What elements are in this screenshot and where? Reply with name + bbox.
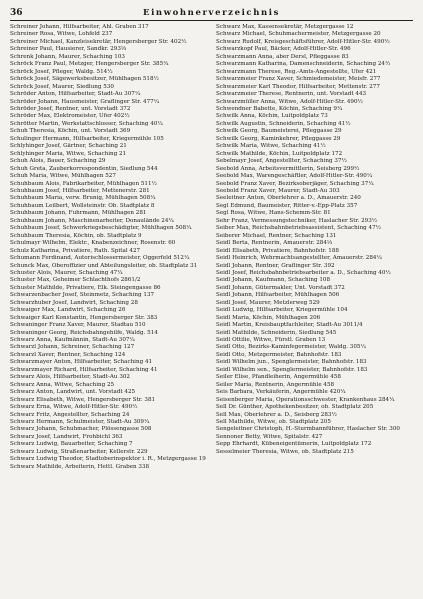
directory-entry: Seidl Otto, Metzgermeister, Bahnhofstr. 183 bbox=[216, 351, 342, 358]
directory-entry: Schulmayr Wilhelm, Elektr., Knabenzeichner, Rosenstr. 60 bbox=[10, 240, 176, 247]
directory-entry: Seidl Johann, Gütermakler, Unt. Vorstadt 372 bbox=[216, 284, 345, 291]
directory-entry: Schwarzmayer Anton, Hilfsarbeiter, Schaching 41 bbox=[10, 359, 153, 366]
directory-entry: Schuhbaum Josef, Hilfsarbeiter, Mettenerstr. 281 bbox=[10, 187, 150, 194]
directory-entry: Schwarzmann Therese, Reg.-Amts-Angestellte, Ufer 421 bbox=[216, 68, 377, 75]
directory-entry: Schwaiger Karl Konstantin, Hengersberger Str. 383 bbox=[10, 314, 158, 321]
directory-entry: Seidl Mathilde, Schneiderin, Siedlung 545 bbox=[216, 329, 337, 336]
directory-entry: Schrenk Johann, Maurer, Schaching 103 bbox=[10, 53, 125, 60]
directory-entry: Schwarz Anna, Witwe, Schaching 25 bbox=[10, 381, 115, 388]
directory-entry: Schwarz Elisabeth, Witwe, Hengersberger Str. 381 bbox=[10, 396, 156, 403]
directory-entry: Schwarz Ludwig Theodor, Stadtoberinspektor i. R., Metzgergasse 19 bbox=[10, 456, 206, 463]
directory-entry: Schuh Maria, Witwe, Mühlhagen 527 bbox=[10, 173, 116, 180]
directory-entry: Schuh Theresia, Köchin, unt. Vorstadt 369 bbox=[10, 128, 131, 135]
directory-entry: Seisenberger Maria, Operationsschwester, Krankenhaus 284¼ bbox=[216, 396, 395, 403]
directory-entry: Sell Mathilde, Witwe, ob. Stadtplatz 205 bbox=[216, 419, 331, 426]
directory-entry: Seidl Wilhelm sen., Spenglermeister, Bahnhofstr. 183 bbox=[216, 366, 368, 373]
directory-entry: Schwarz Erna, Witwe, Adolf-Hitler-Str. 490½ bbox=[10, 404, 138, 411]
directory-entry: Schwarzl Xaver, Rentner, Schaching 124 bbox=[10, 351, 126, 358]
directory-entry: Schwaninger Georg, Reichsbahngehilfe, Waldg. 514 bbox=[10, 329, 158, 336]
directory-entry: Sepp Ehrhardt, Kübeneigentümerin, Luitpoldplatz 172 bbox=[216, 441, 372, 448]
directory-entry: Sell Max, Oberlehrer a. D., Seisberg 283½ bbox=[216, 411, 337, 418]
directory-entry: Schwilk Maria, Witwe, Schaching 41½ bbox=[216, 143, 326, 150]
directory-entry: Schwarz Hermann, Schulmeister, Stadt-Au 309¼ bbox=[10, 419, 150, 426]
directory-entry: Schuh Alois, Bauer, Schaching 29 bbox=[10, 158, 106, 165]
directory-entry: Seiber Max, Reichsbahnbetriebsassistent, Schaching 47½ bbox=[216, 225, 382, 232]
directory-entry: Schwarz Josef, Landwirt, Frohbichl 363 bbox=[10, 433, 123, 440]
directory-entry: Seidl Berta, Rentnerin, Amauerstr. 284⅓ bbox=[216, 240, 333, 247]
directory-entry: Schuhbaum Josef, Schwerkriegsbeschädigter, Mühlhagen 508¼ bbox=[10, 225, 192, 232]
directory-entry: Schuhbaum Theresia, Köchin, ob. Stadtplatz 9 bbox=[10, 232, 142, 239]
directory-entry: Schrötter Martin, Werkstattschlosser, Schaching 40¼ bbox=[10, 120, 163, 127]
directory-entry: Schreiner Paul, Hausierer, Sandkr. 293⅓ bbox=[10, 46, 127, 53]
directory-entry: Seidl Ludwig, Hilfsarbeiter, Kriegermühle 104 bbox=[216, 307, 348, 314]
page-title: Einwohnerverzeichnis bbox=[143, 8, 280, 18]
directory-entry: Schwaiger Max, Landwirt, Schaching 26 bbox=[10, 307, 126, 314]
directory-entry: Schwarz Anton, Landwirt, unt. Vorstadt 425 bbox=[10, 389, 136, 396]
page-header bbox=[10, 7, 413, 19]
directory-entry: Schlyhinger Josef, Gärtner, Schaching 21 bbox=[10, 143, 127, 150]
directory-entry: Schuhbaum Maria, verw. Brunig, Mühlhagen 508¼ bbox=[10, 195, 156, 202]
directory-entry: Schröder Anton, Hilfsarbeiter, Stadt-Au 307¼ bbox=[10, 91, 141, 98]
directory-entry: Seidl Johann, Kaufmann, Schaching 108 bbox=[216, 277, 331, 284]
directory-entry: Seiler Elise, Pfandleiherin, Angermühle 458 bbox=[216, 374, 341, 381]
directory-entry: Schwarzmeier Franz Xaver, Schmiedemeister, Meisfr. 277 bbox=[216, 76, 381, 83]
directory-entry: Schwilk Anna, Köchin, Luitpoldplatz 73 bbox=[216, 113, 328, 120]
directory-entry: Sebelmayr Josef, Angestellter, Schaching 37½ bbox=[216, 158, 347, 165]
directory-entry: Segl Rosa, Witwe, Hans-Schemm-Str. 81 bbox=[216, 210, 331, 217]
directory-entry: Schuhbaum Leilbert, Wollsteinstr. Ob. Stadtplatz 8 bbox=[10, 202, 155, 209]
directory-entry: Seidl Josef, Maurer, Metzlerweg 529 bbox=[216, 299, 320, 306]
directory-entry: Sehr Franz, Vermessungstechniker, Haslacher Str. 293½ bbox=[216, 217, 378, 224]
directory-entry: Sennoner Betty, Witwe, Spitalstr. 427 bbox=[216, 433, 323, 440]
directory-entry: Schwarzenbacher Josef, Steinmetz, Schaching 137 bbox=[10, 292, 155, 299]
directory-entry: Sesselmeier Theresia, Witwe, ob. Stadtplatz 215 bbox=[216, 448, 354, 455]
directory-entry: Schwilk Mathilde, Köchin, Luitpoldplatz 172 bbox=[216, 150, 343, 157]
directory-entry: Segl Edmund, Baumeister, Ritter-v.-Epp-Platz 357 bbox=[216, 202, 358, 209]
directory-entry: Seidl Josef, Reichsbahnbetriebsarbeiter a. D., Schaching 40½ bbox=[216, 269, 391, 276]
directory-entry: Schumann Ferdinand, Autorischlossermeister, Oggerfeld 512¼ bbox=[10, 255, 190, 262]
directory-entry: Schuhbaum Alois, Fabrikarbeiter, Mühlhagen 511½ bbox=[10, 180, 157, 187]
directory-entry: Sell Dr. Günther, Apothekenbesitzer, ob. Stadtplatz 205 bbox=[216, 404, 374, 411]
directory-entry: Schwarz Mathilde, Arbeiterin, Hettl. Graben 338 bbox=[10, 463, 150, 470]
directory-entry: Seidl Wilhelm jun., Spenglermeister, Bahnhofstr. 183 bbox=[216, 359, 367, 366]
directory-entry: Seeleitner Anton, Oberlehrer a. D., Amauerstr. 240 bbox=[216, 195, 361, 202]
directory-entry: Schwarz Max, Kassensekretär, Metzgergasse 12 bbox=[216, 24, 354, 30]
directory-entry: Schuhbaum Johann, Fuhrmann, Mühlhagen 281 bbox=[10, 210, 147, 217]
directory-entry: Schwilk Augustin, Schneiderin, Schaching 41½ bbox=[216, 120, 351, 127]
directory-entry: Schröck Franz Paul, Metzger, Hengersberger Str. 385¼ bbox=[10, 61, 169, 68]
directory-entry: Seiberer Michael, Rentner, Schaching 131 bbox=[216, 232, 337, 239]
directory-entry: Seidl Elisabeth, Privatiere, Bahnhofstr. 188 bbox=[216, 247, 339, 254]
directory-entry: Seebold Franz Xaver, Bezirksoberjäger, Schaching 37¼ bbox=[216, 180, 374, 187]
directory-entry: Schreiner Michael, Kanzleisekretär, Hengersberger Str. 402½ bbox=[10, 38, 187, 45]
directory-entry: Schröder Johann, Hausmeister, Graflinger Str. 477¼ bbox=[10, 98, 160, 105]
directory-entry: Schwarzmeier Karl Theodor, Hilfsarbeiter, Mettenstr. 277 bbox=[216, 83, 380, 90]
directory-entry: Schunck Max, Oberoffizier und Abteilungsleiter, ob. Stadtplatz 31 bbox=[10, 262, 198, 269]
directory-entry: Schreiner Johann, Hilfsarbeiter, Ahl. Graben 317 bbox=[10, 24, 149, 30]
directory-entry: Seidl Maria, Köchin, Mühlhagen 206 bbox=[216, 314, 321, 321]
directory-entry: Seebold Anna, Arbeitsvermittlerin, Seisberg 299½ bbox=[216, 165, 360, 172]
directory-entry: Schröck Josef, Maurer, Siedlung 530 bbox=[10, 83, 114, 90]
directory-entry: Schröck Josef, Sägewerksbesitzer, Mühlhagen 518½ bbox=[10, 76, 159, 83]
directory-entry: Schulz Katharina, Privatiere, Rath. Spital 427 bbox=[10, 247, 141, 254]
directory-entry: Schwarz Ludwig, Straßenarbeiter, Kellerstr. 229 bbox=[10, 448, 148, 455]
directory-entry: Schwarzmeier Therese, Rentnerin, unt. Vorstadt 443 bbox=[216, 91, 367, 98]
directory-entry: Schreiner Rosa, Witwe, Lohfeld 237 bbox=[10, 31, 113, 38]
directory-entry: Schwarz Michael, Schuhmachermeister, Metzgergasse 20 bbox=[216, 31, 381, 38]
directory-entry: Schwarz Rudolf, Kreisgeschäftsführer, Adolf-Hitler-Str. 490½ bbox=[216, 38, 390, 45]
directory-entry: Schwarzmayer Richard, Hilfsarbeiter, Schaching 41 bbox=[10, 366, 158, 373]
directory-entry: Schwaninger Franz Xaver, Maurer, Stadtau 510 bbox=[10, 322, 146, 329]
directory-entry: Seidl Johann, Rentner, Graflinger Str. 392 bbox=[216, 262, 335, 269]
directory-entry: Schröder Josef, Rentner, unt. Vorstadt 372 bbox=[10, 105, 131, 112]
directory-entry: Schröder Max, Elektromeister, Ufer 402½ bbox=[10, 113, 130, 120]
directory-entry: Schuster Max, Geheimer Schlachthofs 2861/2 bbox=[10, 277, 141, 284]
directory-entry: Seebold Max, Warengeschäftler, Adolf-Hitler-Str. 490¼ bbox=[216, 173, 373, 180]
directory-entry: Schwarz Ludwig, Bauarbeiter, Schaching 7 bbox=[10, 441, 133, 448]
directory-entry: Schuster Alois, Maurer, Schaching 47¼ bbox=[10, 269, 123, 276]
directory-entry: Schwarzmann Katharina, Damenschneiderin, Schaching 24½ bbox=[216, 61, 391, 68]
directory-entry: Sengeleitner Christoph, H.-Sturmbannführer, Haslacher Str. 300 bbox=[216, 426, 400, 433]
directory-entry: Schwarzkopf Paul, Bäcker, Adolf-Hitler-Str. 496 bbox=[216, 46, 351, 53]
directory-entry: Schlyhinger Maria, Witwe, Schaching 21 bbox=[10, 150, 127, 157]
directory-entry: Seidl Ottilie, Witwe, Fürstl. Graben 13 bbox=[216, 337, 326, 344]
directory-entry: Schwarz Fritz, Angestellter, Schaching 24 bbox=[10, 411, 130, 418]
page-number: 36 bbox=[10, 8, 23, 18]
directory-entry: Schuh Greta, Zauberkorrespondentin, Siedlung 544 bbox=[10, 165, 158, 172]
directory-entry: Schwilk Georg, Baumeisterei, Pfleggasse 29 bbox=[216, 128, 342, 135]
directory-entry: Schwarz Anna, Kaufmännin, Stadt-Au 307¼ bbox=[10, 337, 135, 344]
directory-entry: Schwarz Johann, Schuhmacher, Plössengasse 508 bbox=[10, 426, 152, 433]
directory-entry: Schuster Mathilde, Privatiere, Elk. Steingengasse 86 bbox=[10, 284, 161, 291]
directory-entry: Schulinger Hermann, Hilfsarbeiter, Kriegermühle 105 bbox=[10, 135, 164, 142]
directory-entry: Schröck Josef, Pfleger, Waldg. 514½ bbox=[10, 68, 113, 75]
directory-entry: Schwarzhuber Josef, Landwirt, Schaching 28 bbox=[10, 299, 138, 306]
directory-entry: Schwarzmüller Anna, Witwe, Adolf-Hitler-Str. 490½ bbox=[216, 98, 363, 105]
directory-entry: Seis Barbara, Verkäuferin, Angermühle 420¼ bbox=[216, 389, 346, 396]
directory-entry: Schwilk Georg, Kaminkehrer, Pfleggasse 29 bbox=[216, 135, 341, 142]
left-column bbox=[10, 24, 207, 594]
header-rule bbox=[10, 20, 413, 21]
directory-entry: Schwendner Babette, Köchin, Schaching 9¼ bbox=[216, 105, 343, 112]
directory-entry: Seebold Franz Xaver, Maurer, Stadt-Au 303 bbox=[216, 187, 340, 194]
directory-entry: Seiler Maria, Rentnerin, Angermühle 458 bbox=[216, 381, 335, 388]
directory-entry: Schwarz Alois, Hilfsarbeiter, Stadt-Au 302 bbox=[10, 374, 130, 381]
directory-entry: Seidl Otto, Bezirks-Kaminfegermeister, Waldg. 305¼ bbox=[216, 344, 366, 351]
directory-entry: Seidl Johann, Hilfsarbeiter, Mühlhagen 506 bbox=[216, 292, 340, 299]
directory-entry: Seidl Heinrich, Wehrmachtsangestellter, Amauerstr. 284¼ bbox=[216, 255, 382, 262]
directory-entry: Schuhbaum Johann, Maschinenarbeiter, Donaulände 24¼ bbox=[10, 217, 174, 224]
directory-entry: Schwarzl Johann, Schreiner, Schaching 127 bbox=[10, 344, 135, 351]
right-column bbox=[216, 24, 413, 594]
directory-entry: Seidl Martin, Kreisbauptfachleiter, Stadt-Au 3011/4 bbox=[216, 322, 363, 329]
directory-entry: Schwarzmann Anna, aber Dersl, Pfleggasse 83 bbox=[216, 53, 349, 60]
